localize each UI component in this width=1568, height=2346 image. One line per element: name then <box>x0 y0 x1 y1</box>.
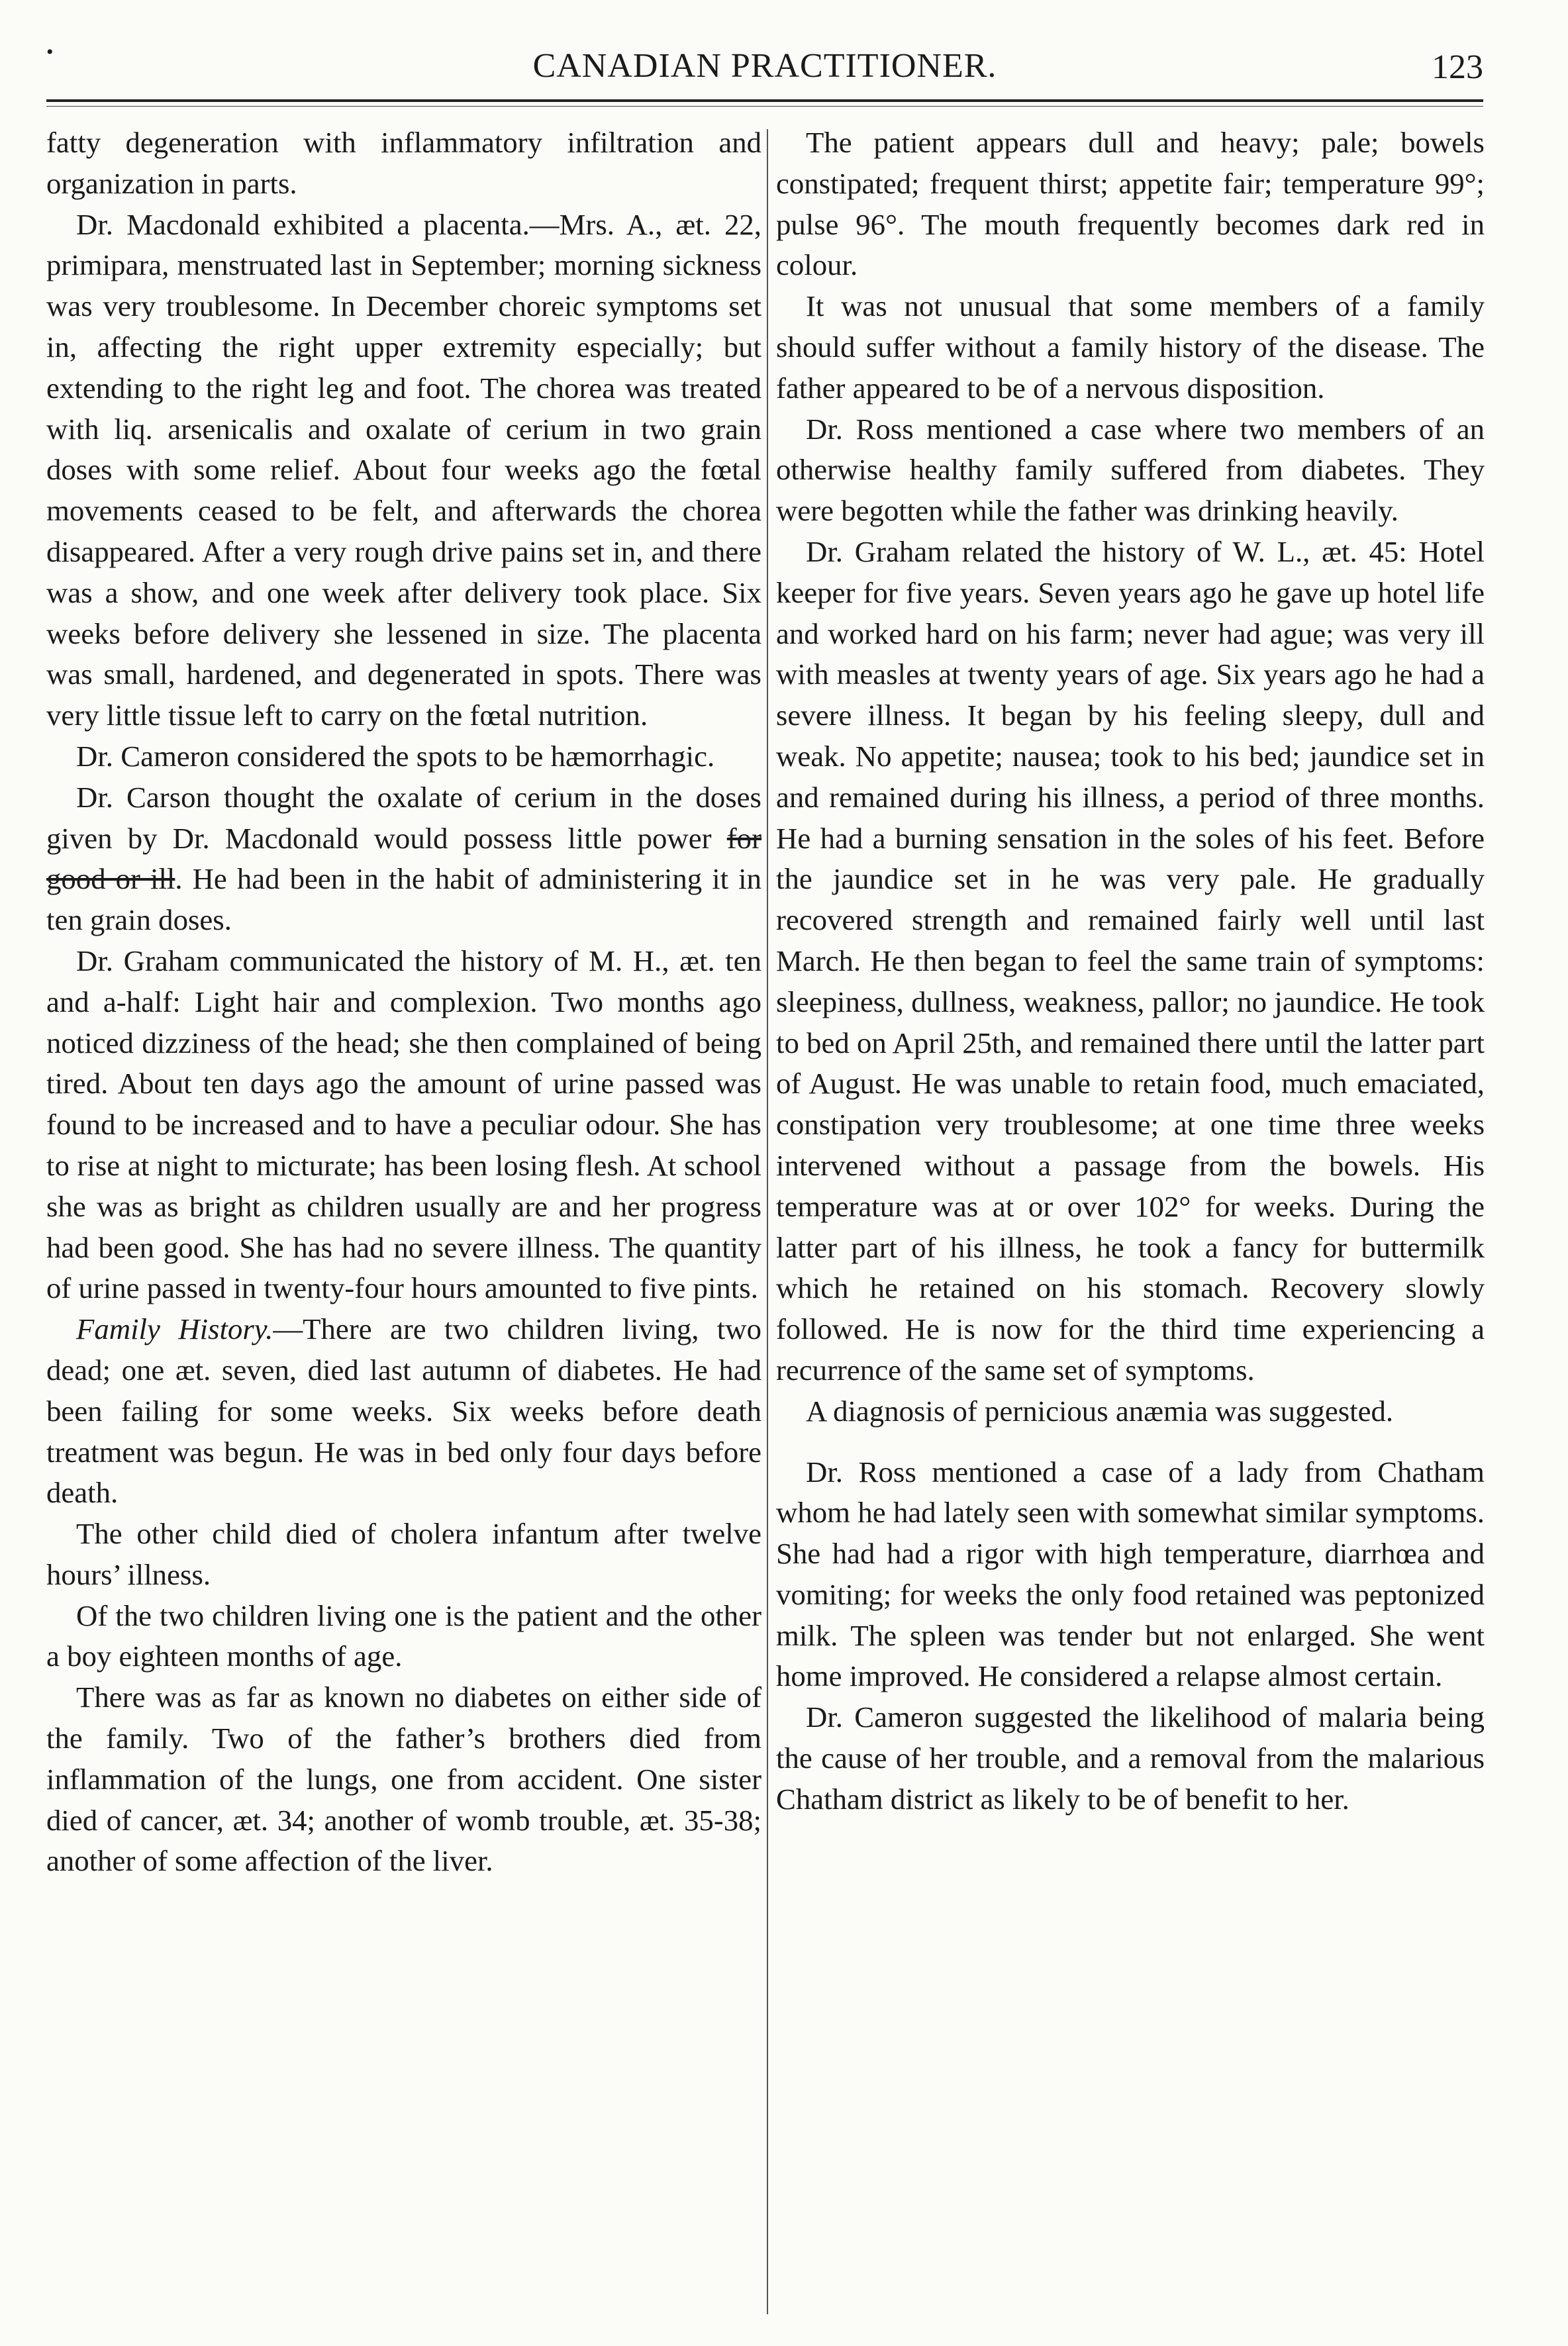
paragraph: Dr. Ross mentioned a case where two members of an otherwise healthy family suffered from diabetes. They were begotten while the father was drinking heavily. <box>776 412 1485 528</box>
paragraph: Dr. Cameron suggested the likelihood of malaria being the cause of her trouble, and a removal from the malarious Chatham district as likely to be of benefit to her. <box>776 1700 1485 1816</box>
paragraph: Dr. Ross mentioned a case of a lady from Chatham whom he had lately seen with somewhat similar symptoms. She had had a rigor with high temperature, diarrhœa and vomiting; for weeks the only food retained was peptonized milk. The spleen was tender but not enlarged. She went home improved. He considered a relapse almost certain. <box>776 1455 1485 1693</box>
struck-text: for good or ill <box>46 821 761 896</box>
paragraph-text: —There are two children living, two dead; one æt. seven, died last autumn of diabetes. He had been failing for some weeks. Six weeks before death treatment was begun. He was in bed only four days before death. <box>46 1312 761 1510</box>
header-mark: • <box>46 41 54 63</box>
paragraph: Of the two children living one is the patient and the other a boy eighteen months of age. <box>46 1598 761 1673</box>
section-label: Family History. <box>76 1312 273 1346</box>
left-column <box>46 122 761 1882</box>
paragraph: There was as far as known no diabetes on either side of the family. Two of the father’s brothers died from inflammation of the lungs, one from accident. One sister died of cancer, æt. 34; another of womb trouble, æt. 35-38; another of some affection of the liver. <box>46 1681 761 1878</box>
paragraph: Dr. Graham communicated the history of M. H., æt. ten and a-half: Light hair and complexion. Two months ago noticed dizziness of the head; she then complained of being tired. About ten days ago the amount of urine passed was found to be increased and to have a peculiar odour. She has to rise at night to micturate; has been losing flesh. At school she was as bright as children usually are and her progress had been good. She has had no severe illness. The quantity of urine passed in twenty-four hours amounted to five pints. <box>46 944 761 1305</box>
paragraph-text: . He had been in the habit of administering it in ten grain doses. <box>46 862 761 937</box>
paragraph: The other child died of cholera infantum after twelve hours’ illness. <box>46 1517 761 1591</box>
paragraph: It was not unusual that some members of a family should suffer without a family history of the disease. The father appeared to be of a nervous disposition. <box>776 289 1485 405</box>
page-number: 123 <box>1432 48 1483 86</box>
paragraph: Dr. Graham related the history of W. L., æt. 45: Hotel keeper for five years. Seven years ago he gave up hotel life and worked hard on his farm; never had ague; was very ill with measles at twenty years of age. Six years ago he had a severe illness. It began by his feeling sleepy, dull and weak. No appetite; nausea; took to his bed; jaundice set in and remained during his illness, a period of three months. He had a burning sensation in the soles of his feet. Before the jaundice set in he was very pale. He gradually recovered strength and remained fairly well until last March. He then began to feel the same train of symptoms: sleepiness, dullness, weakness, pallor; no jaundice. He took to bed on April 25th, and remained there until the latter part of August. He was unable to retain food, much emaciated, constipation very troublesome; at one time three weeks intervened without a passage from the bowels. His temperature was at or over 102° for weeks. During the latter part of his illness, he took a fancy for buttermilk which he retained on his stomach. Recovery slowly followed. He is now for the third time experiencing a recurrence of the same set of symptoms. <box>776 534 1485 1387</box>
header-rule-thin <box>46 106 1483 107</box>
paragraph <box>46 777 761 941</box>
paragraph-text: Dr. Carson thought the oxalate of cerium in the doses given by Dr. Macdonald would possess little power <box>46 780 761 855</box>
paragraph: The patient appears dull and heavy; pale; bowels constipated; frequent thirst; appetite fair; temperature 99°; pulse 96°. The mouth frequently becomes dark red in colour. <box>776 126 1485 282</box>
paragraph <box>46 1309 761 1514</box>
running-head: CANADIAN PRACTITIONER. <box>532 47 997 85</box>
paragraph: fatty degeneration with inflammatory infiltration and organization in parts. <box>46 126 761 200</box>
page-header <box>46 34 1483 94</box>
header-rule-thick <box>46 99 1483 102</box>
right-column <box>776 122 1485 1820</box>
paragraph: Dr. Macdonald exhibited a placenta.—Mrs. A., æt. 22, primipara, menstruated last in September; morning sickness was very troublesome. In December choreic symptoms set in, affecting the right upper extremity especially; but extending to the right leg and foot. The chorea was treated with liq. arsenicalis and oxalate of cerium in two grain doses with some relief. About four weeks ago the fœtal movements ceased to be felt, and afterwards the chorea disappeared. After a very rough drive pains set in, and there was a show, and one week after delivery took place. Six weeks before delivery she lessened in size. The placenta was small, hardened, and degenerated in spots. There was very little tissue left to carry on the fœtal nutrition. <box>46 207 761 732</box>
paragraph: Dr. Cameron considered the spots to be hæmorrhagic. <box>76 739 715 773</box>
paragraph: A diagnosis of pernicious anæmia was suggested. <box>806 1394 1394 1428</box>
column-divider <box>767 129 768 2314</box>
